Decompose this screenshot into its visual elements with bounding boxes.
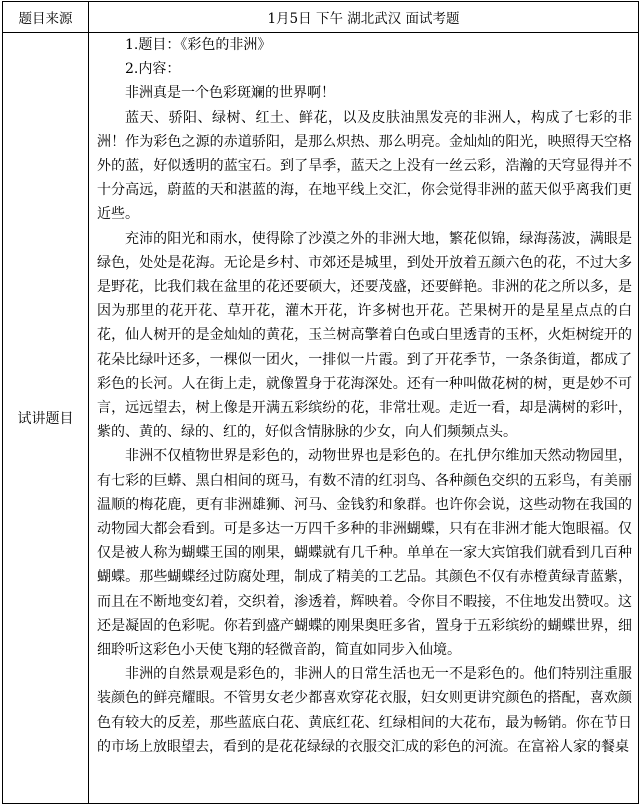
topic-label: 试讲题目 [3,33,89,804]
exam-table [2,1,639,804]
paragraph-5: 非洲的自然景观是彩色的，非洲人的日常生活也无一不是彩色的。他们特别注重服装颜色的鲜亮耀眼。不管男女老少都喜欢穿花衣服，妇女则更讲究颜色的搭配，喜欢颜色有较大的反差，那些蓝底白花、黄底红花、红绿相间的大花布，最为畅销。你在节日的市场上放眼望去，看到的是花花绿绿的衣服交汇成的彩色的河流。在富裕人家的餐桌 [97,666,632,755]
topic-title-line: 1.题目：《彩色的非洲》 [125,37,272,53]
topic-content-line: 2.内容： [125,61,181,78]
paragraph-4: 非洲不仅植物世界是彩色的，动物世界也是彩色的。在扎伊尔维加天然动物园里，有七彩的巨蟒、黑白相间的斑马，有数不清的红羽鸟、各种颜色交织的五彩鸟，有美丽温顺的梅花鹿，更有非洲雄狮、河马、金钱豹和象群。也许你会说，这些动物在我国的动物园大都会看到。可是多达一万四千多种的非洲蝴蝶，只有在非洲才能大饱眼福。仅仅是被人称为蝴蝶王国的刚果，蝴蝶就有几千种。单单在一家大宾馆我们就看到几百种蝴蝶。那些蝴蝶经过防腐处理，制成了精美的工艺品。其颜色不仅有赤橙黄绿青蓝紫，而且在不断地变幻着，交织着，渗透着，辉映着。令你目不暇接，不住地发出赞叹。这还是凝固的色彩呢。你若到盛产蝴蝶的刚果奥旺多省，置身于五彩缤纷的蝴蝶世界，细细聆听这彩色小天使飞翔的轻微音韵，简直如同步入仙境。 [97,448,632,659]
content-body [97,33,632,803]
topic-row [3,33,639,804]
topic-content [89,33,639,804]
paragraph-2: 蓝天、骄阳、绿树、红土、鲜花，以及皮肤油黑发亮的非洲人，构成了七彩的非洲！作为彩色之源的赤道骄阳，是那么炽热、那么明亮。金灿灿的阳光，映照得天空格外的蓝，好似透明的蓝宝石。到了旱季，蓝天之上没有一丝云彩，浩瀚的天穹显得并不十分高远，蔚蓝的天和湛蓝的海，在地平线上交汇，你会觉得非洲的蓝天似乎离我们更近些。 [97,109,632,223]
source-value: 1月5日 下午 湖北武汉 面试考题 [89,2,639,33]
source-label: 题目来源 [3,2,89,33]
paragraph-3: 充沛的阳光和雨水，使得除了沙漠之外的非洲大地，繁花似锦，绿海荡波，满眼是绿色，处处是花海。无论是乡村、市郊还是城里，到处开放着五颜六色的花，不过大多是野花，比我们栽在盆里的花还要硕大，还要茂盛，还要鲜艳。非洲的花之所以多，是因为那里的花开花、草开花，灌木开花，许多树也开花。芒果树开的是星星点点的白花，仙人树开的是金灿灿的黄花，玉兰树高擎着白色或白里透青的玉杯，火炬树绽开的花朵比绿叶还多，一棵似一团火，一排似一片霞。到了开花季节，一条条街道，都成了彩色的长河。人在街上走，就像置身于花海深处。还有一种叫做花树的树，更是妙不可言，远远望去，树上像是开满五彩缤纷的花，非常壮观。走近一看，却是满树的彩叶，紫的、黄的、绿的、红的，好似含情脉脉的少女，向人们频频点头。 [97,230,632,441]
paragraph-1: 非洲真是一个色彩斑斓的世界啊！ [125,85,335,102]
header-row [3,2,639,33]
